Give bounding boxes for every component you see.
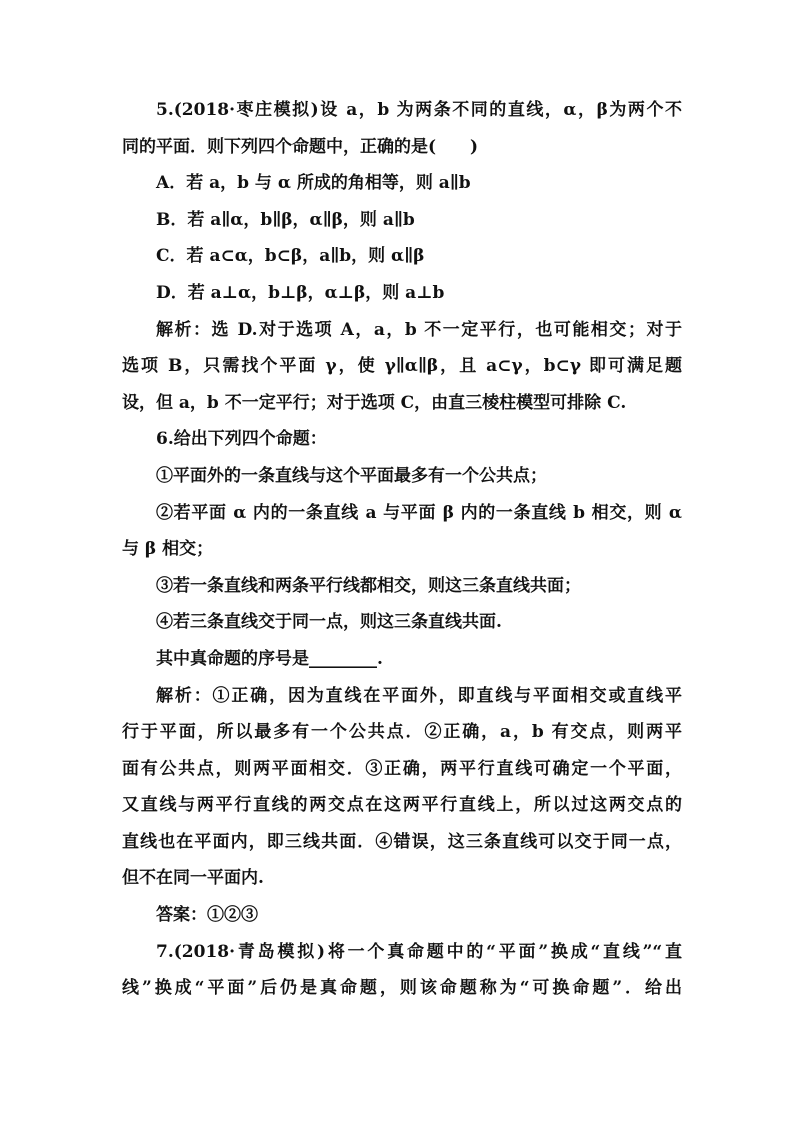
question-7-text: 线”换成“平面”后仍是真命题，则该命题称为“可换命题”．给出 bbox=[122, 978, 682, 999]
analysis-text: 解析：①正确，因为直线在平面外，即直线与平面相交或直线平 bbox=[156, 685, 682, 706]
text-line: 同的平面．则下列四个命题中，正确的是( ) bbox=[122, 136, 479, 157]
analysis-text: 面有公共点，则两平面相交．③正确，两平行直线可确定一个平面， bbox=[122, 758, 682, 779]
option-d: D．若 a⊥α，b⊥β，α⊥β，则 a⊥b bbox=[156, 282, 445, 303]
proposition-1: ①平面外的一条直线与这个平面最多有一个公共点； bbox=[156, 465, 547, 486]
analysis-text: 行于平面，所以最多有一个公共点．②正确，a，b 有交点，则两平 bbox=[122, 722, 682, 743]
analysis-text: 直线也在平面内，即三线共面．④错误，这三条直线可以交于同一点， bbox=[122, 831, 682, 852]
question-prompt: 其中真命题的序号是________. bbox=[156, 648, 383, 669]
option-a: A．若 a，b 与 α 所成的角相等，则 a∥b bbox=[156, 173, 471, 194]
proposition-4: ④若三条直线交于同一点，则这三条直线共面. bbox=[156, 612, 502, 633]
document-page bbox=[122, 92, 682, 1007]
analysis-text: 解析：选 D.对于选项 A，a，b 不一定平行，也可能相交；对于 bbox=[156, 319, 682, 340]
analysis-text: 选项 B，只需找个平面 γ，使 γ∥α∥β，且 a⊂γ，b⊂γ 即可满足题 bbox=[122, 356, 682, 377]
option-b: B．若 a∥α，b∥β，α∥β，则 a∥b bbox=[156, 209, 415, 230]
analysis-text: 又直线与两平行直线的两交点在这两平行直线上，所以过这两交点的 bbox=[122, 795, 682, 816]
question-7-text: 7.(2018·青岛模拟)将一个真命题中的“平面”换成“直线”“直 bbox=[156, 941, 682, 962]
proposition-2: ②若平面 α 内的一条直线 a 与平面 β 内的一条直线 b 相交，则 α bbox=[156, 502, 682, 523]
question-6-title: 6.给出下列四个命题： bbox=[156, 429, 327, 450]
answer-text: 答案：①②③ bbox=[156, 905, 258, 926]
option-c: C．若 a⊂α，b⊂β，a∥b，则 α∥β bbox=[156, 246, 425, 267]
proposition-2: 与 β 相交； bbox=[122, 539, 214, 560]
analysis-text: 设，但 a，b 不一定平行；对于选项 C，由直三棱柱模型可排除 C. bbox=[122, 392, 627, 413]
analysis-text: 但不在同一平面内. bbox=[122, 868, 264, 889]
text-line: 5.(2018·枣庄模拟)设 a，b 为两条不同的直线，α，β为两个不 bbox=[156, 100, 682, 120]
proposition-3: ③若一条直线和两条平行线都相交，则这三条直线共面； bbox=[156, 575, 581, 596]
